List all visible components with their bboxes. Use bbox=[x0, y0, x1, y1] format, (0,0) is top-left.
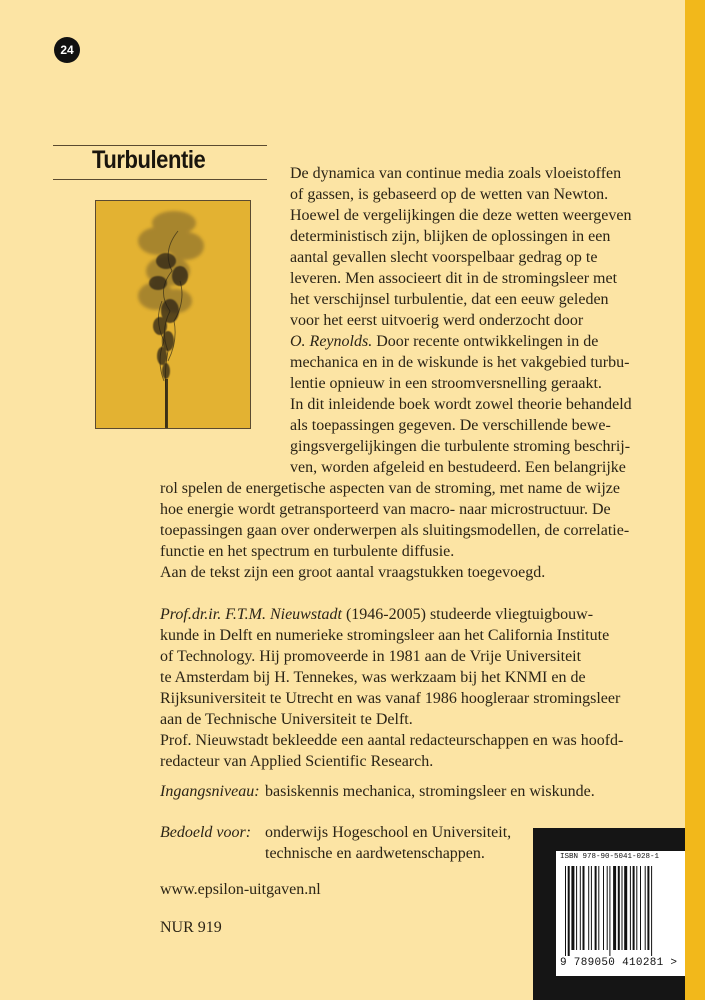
audience-value: technische en aardwetenschappen. bbox=[265, 845, 485, 862]
spine-stripe bbox=[685, 0, 705, 1000]
barcode-bar bbox=[640, 866, 641, 950]
barcode-image bbox=[563, 866, 678, 956]
author-line: aan de Technische Universiteit te Delft. bbox=[160, 711, 413, 728]
author-first-rest: (1946-2005) studeerde vliegtuigbouw- bbox=[341, 606, 594, 623]
author-name: Prof.dr.ir. F.T.M. Nieuwstadt bbox=[160, 606, 342, 623]
isbn-label: ISBN 978-90-5041-028-1 bbox=[560, 853, 660, 861]
body-line: ven, worden afgeleid en bestudeerd. Een belangrijke bbox=[290, 459, 626, 476]
author-line: kunde in Delft en numerieke stromingsleer aan het California Institute bbox=[160, 627, 610, 644]
body-line: toepassingen gaan over onderwerpen als sluitingsmodellen, de correlatie- bbox=[160, 522, 630, 539]
barcode-bar bbox=[565, 866, 566, 956]
author-line: Rijksuniversiteit te Utrecht en was vanaf 1986 hoogleraar stromingsleer bbox=[160, 690, 621, 707]
barcode-bar bbox=[568, 866, 570, 956]
barcode-bar bbox=[613, 866, 616, 950]
author-line: of Technology. Hij promoveerde in 1981 aan de Vrije Universiteit bbox=[160, 648, 582, 665]
barcode-bar bbox=[588, 866, 589, 950]
barcode-bar bbox=[645, 866, 646, 950]
level-label: Ingangsniveau: bbox=[160, 783, 260, 800]
author-line: redacteur van Applied Scientific Research. bbox=[160, 753, 434, 770]
body-line: De dynamica van continue media zoals vloeistoffen bbox=[290, 165, 622, 182]
body-line: voor het eerst uitvoerig werd onderzocht door bbox=[290, 312, 584, 329]
barcode-bar bbox=[598, 866, 599, 950]
body-line: functie en het spectrum en turbulente diffusie. bbox=[160, 543, 455, 560]
barcode-digits: 9 789050 410281 > bbox=[560, 957, 678, 969]
barcode-bar bbox=[622, 866, 623, 950]
page-number-badge: 24 bbox=[54, 37, 80, 63]
audience-value: onderwijs Hogeschool en Universiteit, bbox=[265, 824, 512, 841]
audience-label: Bedoeld voor: bbox=[160, 824, 252, 841]
website-link[interactable]: www.epsilon-uitgaven.nl bbox=[160, 881, 321, 898]
body-line: aantal gevallen slecht voorspelbaar gedrag op te bbox=[290, 249, 598, 266]
author-line-first bbox=[160, 605, 593, 624]
body-line: In dit inleidende boek wordt zowel theorie behandeld bbox=[290, 396, 632, 413]
body-line: Hoewel de vergelijkingen die deze wetten weergeven bbox=[290, 207, 632, 224]
body-line: mechanica en in de wiskunde is het vakgebied turbu- bbox=[290, 354, 630, 371]
body-line: deterministisch zijn, blijken de oplossingen in een bbox=[290, 228, 611, 245]
body-line-reynolds bbox=[290, 332, 598, 351]
barcode-bar bbox=[576, 866, 577, 950]
barcode-bar bbox=[609, 866, 610, 956]
reynolds-name: O. Reynolds. bbox=[290, 333, 373, 350]
barcode-bar bbox=[618, 866, 620, 950]
barcode-bar bbox=[636, 866, 637, 950]
body-line: lentie opnieuw in een stroomversnelling geraakt. bbox=[290, 375, 602, 392]
barcode-bar bbox=[647, 866, 649, 950]
body-line: hoe energie wordt getransporteerd van macro- naar microstructuur. De bbox=[160, 501, 611, 518]
barcode-bar bbox=[630, 866, 631, 950]
barcode-bar bbox=[580, 866, 581, 950]
title-rule-bottom bbox=[53, 179, 267, 180]
reynolds-rest: Door recente ontwikkelingen in de bbox=[372, 333, 599, 350]
smoke-plume-image bbox=[95, 200, 251, 429]
barcode-bar bbox=[595, 866, 597, 950]
author-line: te Amsterdam bij H. Tennekes, was werkzaam bij het KNMI en de bbox=[160, 669, 586, 686]
book-title: Turbulentie bbox=[92, 146, 206, 174]
barcode-bar bbox=[571, 866, 574, 950]
body-line: het verschijnsel turbulentie, dat een eeuw geleden bbox=[290, 291, 609, 308]
barcode-bar bbox=[633, 866, 635, 950]
barcode-bar bbox=[651, 866, 652, 956]
barcode-bar bbox=[591, 866, 592, 950]
body-line: gingsvergelijkingen die turbulente stroming beschrij- bbox=[290, 438, 631, 455]
body-line: als toepassingen gegeven. De verschillende bewe- bbox=[290, 417, 611, 434]
barcode-bar bbox=[624, 866, 627, 950]
body-line: of gassen, is gebaseerd op de wetten van Newton. bbox=[290, 186, 609, 203]
nur-code: NUR 919 bbox=[160, 919, 222, 936]
body-line: rol spelen de energetische aspecten van de stroming, met name de wijze bbox=[160, 480, 620, 497]
author-line: Prof. Nieuwstadt bekleedde een aantal redacteurschappen en was hoofd- bbox=[160, 732, 624, 749]
barcode-bar bbox=[607, 866, 608, 950]
barcode-bar bbox=[583, 866, 585, 950]
barcode-bar bbox=[603, 866, 604, 950]
body-line: leveren. Men associeert dit in de stromingsleer met bbox=[290, 270, 618, 287]
level-value: basiskennis mechanica, stromingsleer en wiskunde. bbox=[265, 783, 595, 800]
body-line: Aan de tekst zijn een groot aantal vraagstukken toegevoegd. bbox=[160, 564, 546, 581]
